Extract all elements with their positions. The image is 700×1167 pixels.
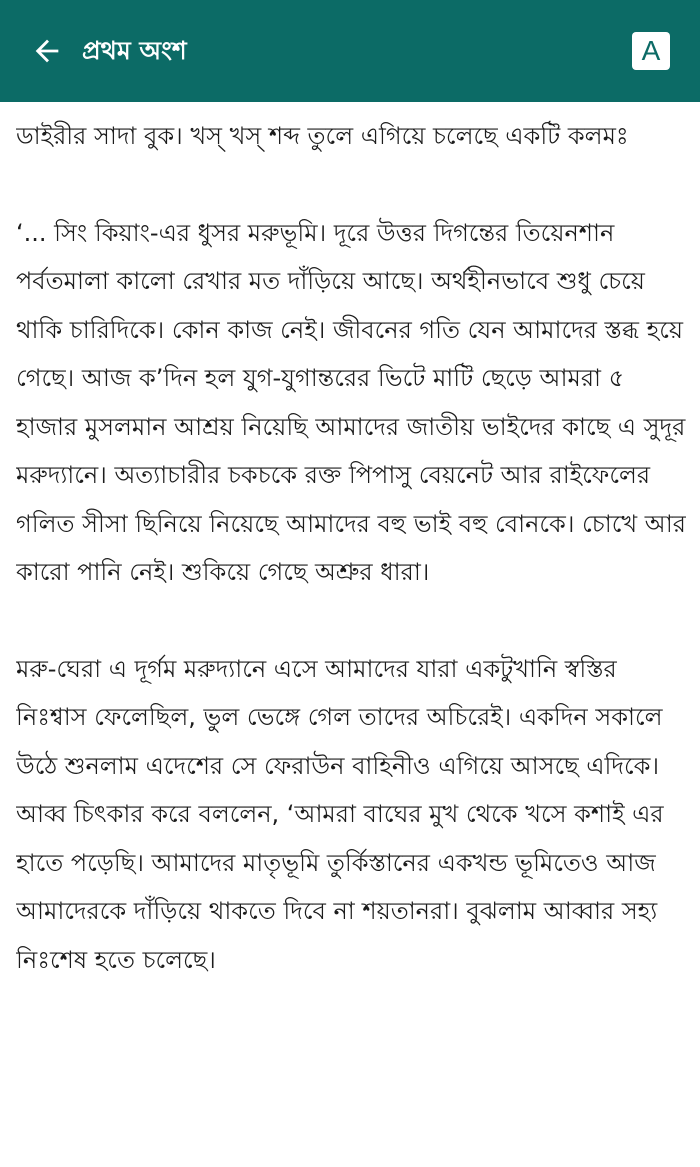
paragraph-2: ‘... সিং কিয়াং-এর ধুসর মরুভূমি। দূরে উত্তর দিগন্তের তিয়েনশান পর্বতমালা কালো রেখার মত দাঁড়িয়ে আছে। অর্থহীনভাবে শুধু চেয়ে থাকি চারিদিকে। কোন কাজ নেই। জীবনের গতি যেন আমাদের স্তব্ধ হয়ে গেছে। আজ ক’দিন হল যুগ-যুগান্তরের ভিটে মাটি ছেড়ে আমরা ৫ হাজার মুসলমান আশ্রয় নিয়েছি আমাদের জাতীয় ভাইদের কাছে এ সুদূর মরুদ্যানে। অত্যাচারীর চকচকে রক্ত পিপাসু বেয়নেট আর রাইফেলের গলিত সীসা ছিনিয়ে নিয়েছে আমাদের বহু ভাই বহু বোনকে। চোখে আর কারো পানি নেই। শুকিয়ে গেছে অশ্রুর ধারা।: [16, 218, 686, 586]
font-size-button[interactable]: [632, 32, 670, 70]
reading-content[interactable]: [16, 112, 686, 1157]
arrow-left-icon: [30, 34, 64, 68]
paragraph-3: মরু-ঘেরা এ দূর্গম মরুদ্যানে এসে আমাদের যারা একটুখানি স্বস্তির নিঃশ্বাস ফেলেছিল, ভুল ভেঙ্গে গেল তাদের অচিরেই। একদিন সকালে উঠে শুনলাম এদেশের সে ফেরাউন বাহিনীও এগিয়ে আসছে এদিকে। আব্ব চিৎকার করে বললেন, ‘আমরা বাঘের মুখ থেকে খসে কশাই এর হাতে পড়েছি। আমাদের মাতৃভূমি তুর্কিস্তানের একখন্ড ভূমিতেও আজ আমাদেরকে দাঁড়িয়ে থাকতে দিবে না শয়তানরা। বুঝলাম আব্বার সহ্য নিঃশেষ হতে চলেছে।: [16, 654, 664, 974]
back-button[interactable]: [22, 26, 72, 76]
app-bar: [0, 0, 700, 102]
paragraph-1: ডাইরীর সাদা বুক। খস্ খস্ শব্দ তুলে এগিয়ে চলেছে একটি কলমঃ: [16, 122, 629, 150]
page-title: প্রথম অংশ: [82, 36, 187, 65]
font-size-icon: A: [641, 35, 661, 66]
